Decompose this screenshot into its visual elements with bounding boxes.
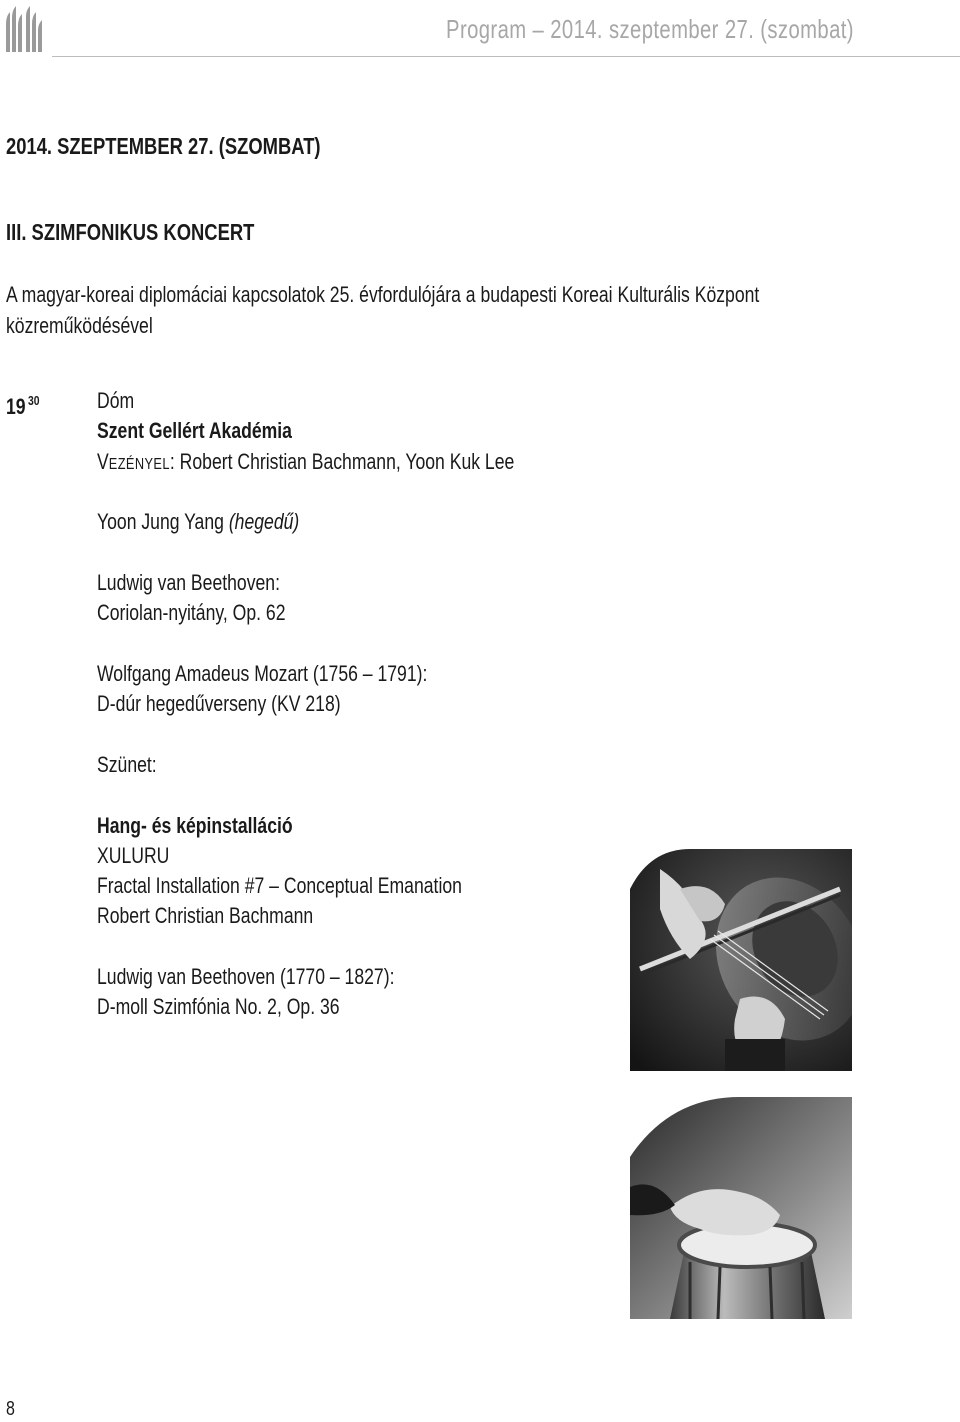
intermission: Szünet: (97, 752, 157, 777)
soloist-name: Yoon Jung Yang (97, 509, 229, 534)
conductor-names: : Robert Christian Bachmann, Yoon Kuk Lee (169, 449, 515, 474)
program-item-1-composer: Ludwig van Beethoven: (97, 570, 280, 595)
conductor-label-rest: EZÉNYEL (108, 456, 170, 473)
intro-line-1: A magyar-koreai diplomáciai kapcsolatok 25. évfordulójára a budapesti Koreai Kulturális Központ (6, 282, 760, 307)
finale-composer: Ludwig van Beethoven (1770 – 1827): (97, 964, 395, 989)
installation-artist: XULURU (97, 843, 170, 868)
installation-author: Robert Christian Bachmann (97, 903, 314, 928)
finale-work: D-moll Szimfónia No. 2, Op. 36 (97, 994, 340, 1019)
concert-title: III. SZIMFONIKUS KONCERT (6, 219, 255, 245)
program-item-2-composer: Wolfgang Amadeus Mozart (1756 – 1791): (97, 661, 428, 686)
event-time (6, 388, 40, 420)
soloist-line (97, 509, 299, 535)
conductor-line (97, 449, 514, 478)
running-header: Program – 2014. szeptember 27. (szombat) (446, 14, 854, 44)
violin-photo (630, 849, 852, 1071)
venue: Dóm (97, 388, 135, 413)
page-number: 8 (6, 1398, 15, 1420)
date-heading: 2014. SZEPTEMBER 27. (SZOMBAT) (6, 133, 321, 159)
conductor-label-cap: V (97, 449, 109, 474)
soloist-role: (hegedű) (228, 509, 300, 534)
program-item-1-work: Coriolan-nyitány, Op. 62 (97, 600, 286, 625)
program-item-2-work: D-dúr hegedűverseny (KV 218) (97, 691, 341, 716)
drum-photo (630, 1097, 852, 1319)
header-divider (52, 56, 960, 57)
installation-heading: Hang- és képinstalláció (97, 813, 293, 838)
intro-line-2: közreműködésével (6, 313, 153, 338)
event-time-hour: 19 (6, 394, 26, 419)
organ-pipes-logo-icon (4, 4, 44, 54)
ensemble: Szent Gellért Akadémia (97, 418, 292, 443)
event-time-minute: 30 (27, 393, 40, 408)
installation-work: Fractal Installation #7 – Conceptual Emanation (97, 873, 462, 898)
